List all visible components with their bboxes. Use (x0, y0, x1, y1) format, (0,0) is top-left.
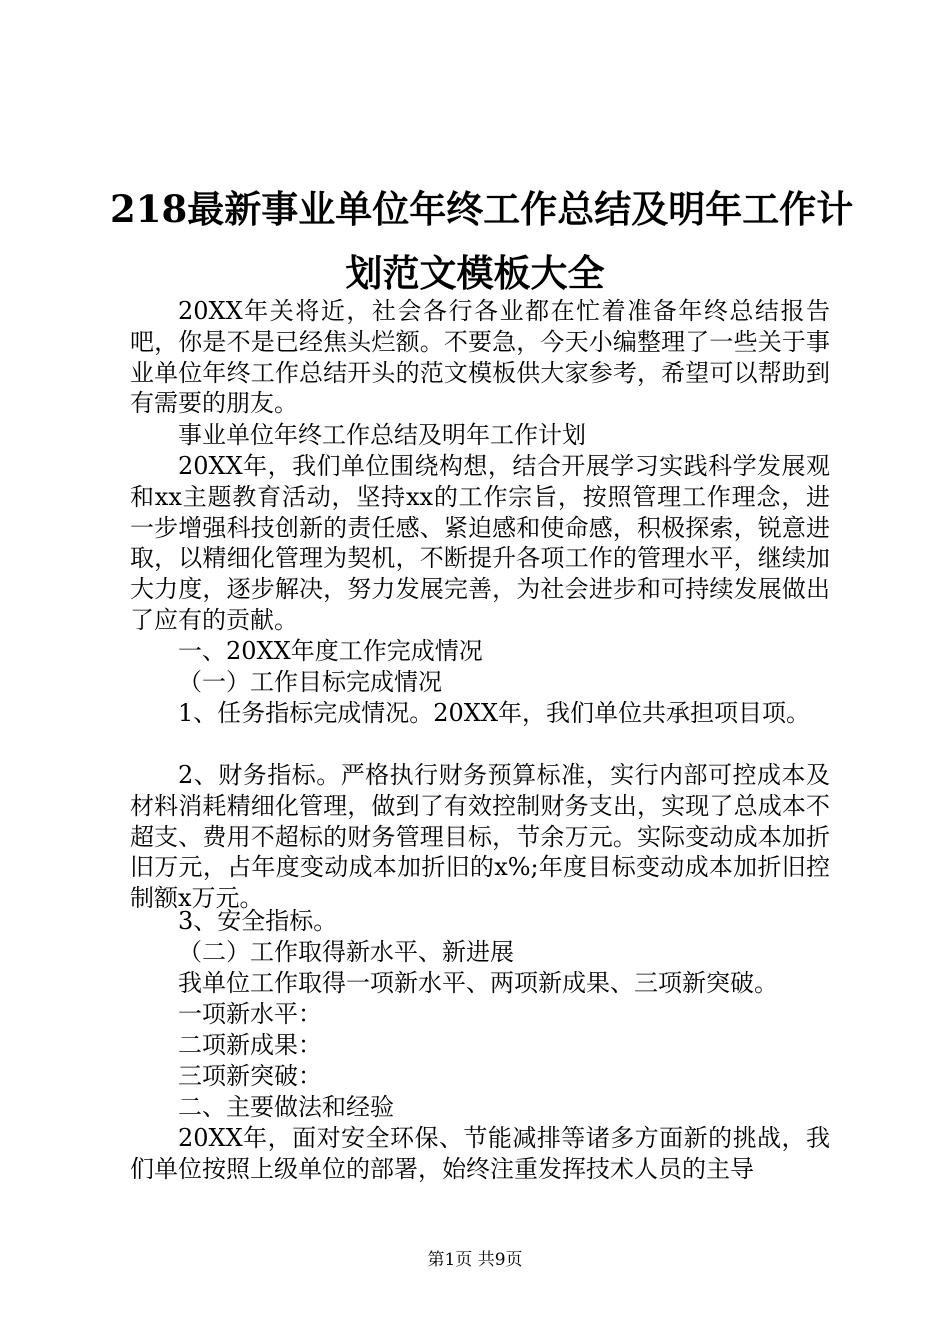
subsection-heading: （一）工作目标完成情况 (178, 668, 442, 696)
intro-paragraph: 20XX年关将近，社会各行各业都在忙着准备年终总结报告吧，你是不是已经焦头烂额。不要急，今天小编整理了一些关于事业单位年终工作总结开头的范文模板供大家参考，希望可以帮助到有需要的朋友。 (130, 297, 830, 418)
list-item: 2、财务指标。严格执行财务预算标准，实行内部可控成本及材料消耗精细化管理，做到了有效控制财务支出，实现了总成本不超支、费用不超标的财务管理目标，节余万元。实际变动成本加折旧万元，占年度变动成本加折旧的x%;年度目标变动成本加折旧控制额x万元。 (130, 761, 830, 913)
list-item: 二项新成果： (178, 1031, 322, 1059)
body-paragraph: 我单位工作取得一项新水平、两项新成果、三项新突破。 (178, 969, 778, 997)
list-item: 一项新水平： (178, 1000, 322, 1028)
section-heading: 事业单位年终工作总结及明年工作计划 (178, 421, 586, 449)
section-heading: 一、20XX年度工作完成情况 (178, 637, 483, 665)
body-paragraph: 20XX年，面对安全环保、节能减排等诸多方面新的挑战，我们单位按照上级单位的部署，始终注重发挥技术人员的主导 (130, 1124, 830, 1183)
page-number-footer: 第1页 共9页 (427, 1250, 523, 1270)
document-title-line1: 218最新事业单位年终工作总结及明年工作计 (110, 187, 854, 231)
list-item: 3、安全指标。 (178, 907, 338, 935)
subsection-heading: （二）工作取得新水平、新进展 (178, 938, 514, 966)
list-item: 三项新突破： (178, 1062, 322, 1090)
document-title-line2: 划范文模板大全 (345, 251, 605, 295)
body-paragraph: 20XX年，我们单位围绕构想，结合开展学习实践科学发展观和xx主题教育活动，坚持xx的工作宗旨，按照管理工作理念，进一步增强科技创新的责任感、紧迫感和使命感，积极探索，锐意进取，以精细化管理为契机，不断提升各项工作的管理水平，继续加大力度，逐步解决，努力发展完善，为社会进步和可持续发展做出了应有的贡献。 (130, 452, 830, 634)
section-heading: 二、主要做法和经验 (178, 1093, 394, 1121)
list-item: 1、任务指标完成情况。20XX年，我们单位共承担项目项。 (178, 699, 810, 727)
